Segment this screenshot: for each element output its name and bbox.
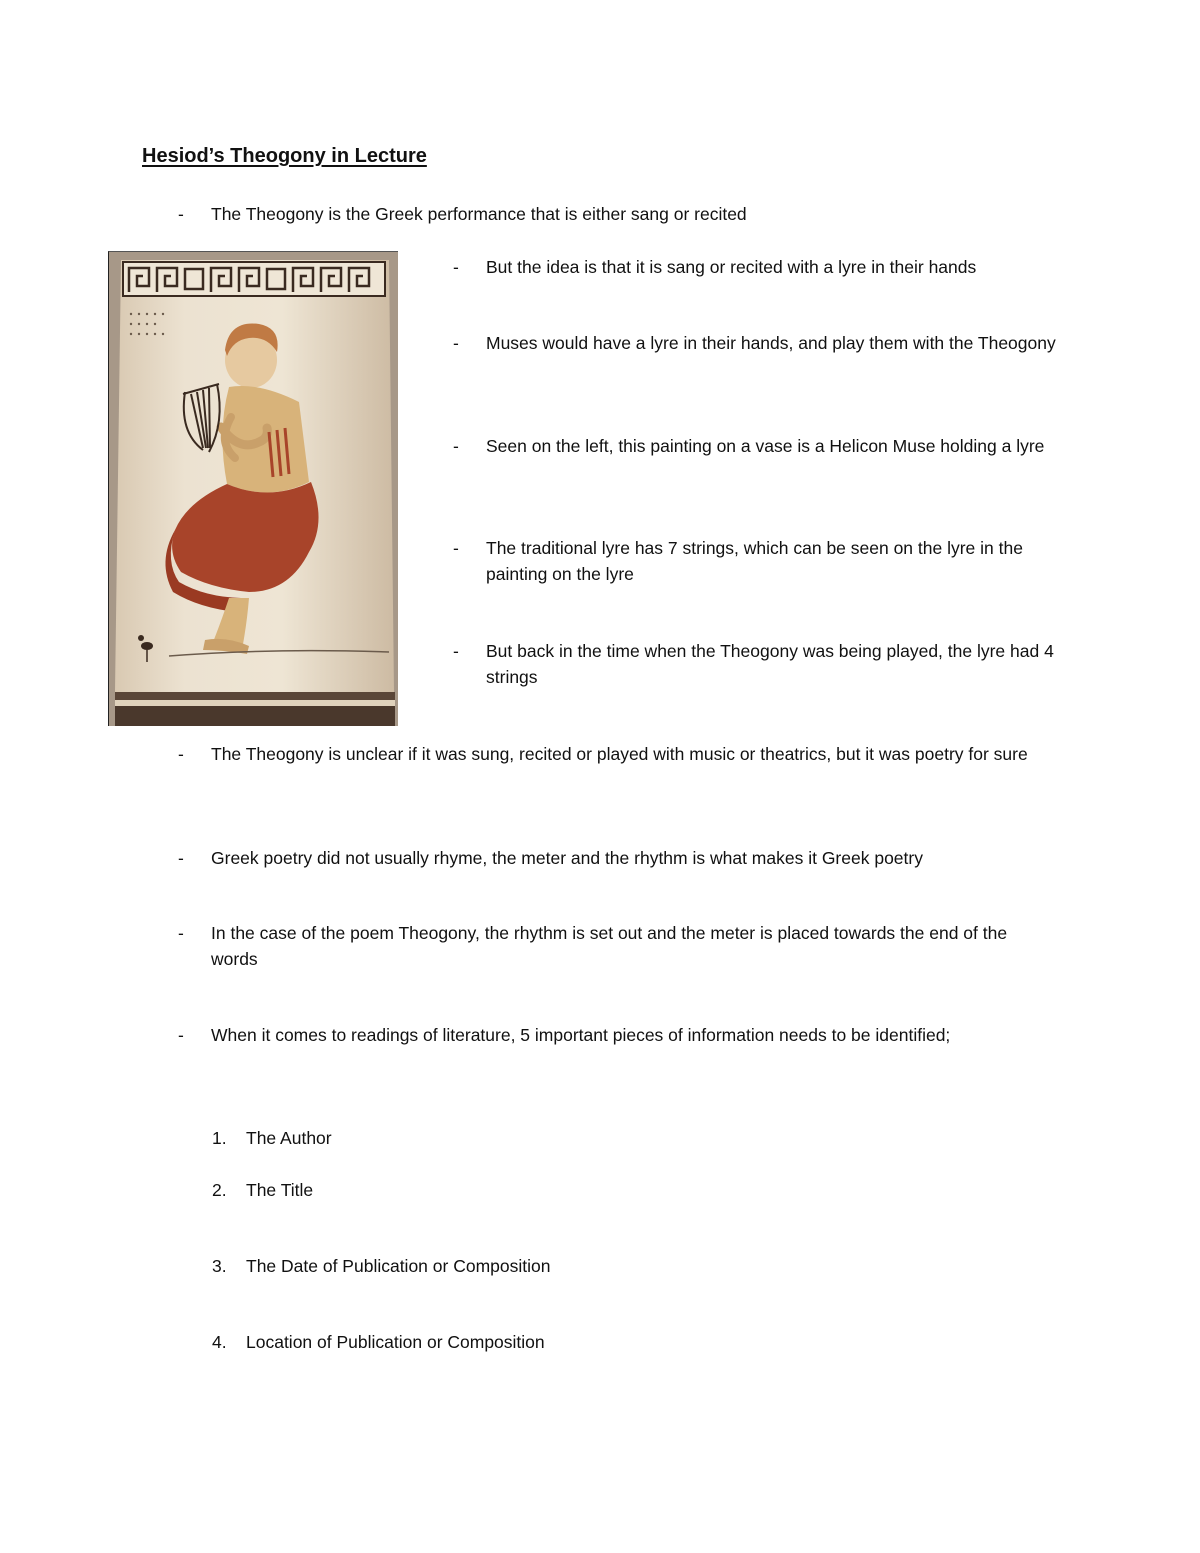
list-text: The Date of Publication or Composition [246, 1256, 551, 1276]
vase-painting-image [108, 251, 398, 726]
bullet-dash: - [178, 923, 184, 943]
bullet-text: The Theogony is unclear if it was sung, recited or played with music or theatrics, but it was poetry for sure [211, 744, 1028, 764]
bullet-item [453, 254, 1071, 280]
bullet-dash: - [178, 1025, 184, 1045]
bullet-text: Seen on the left, this painting on a vase is a Helicon Muse holding a lyre [486, 436, 1045, 456]
bullet-dash: - [178, 744, 184, 764]
list-number: 2. [212, 1180, 227, 1200]
numbered-list-item [212, 1125, 332, 1151]
bullet-item [453, 433, 1071, 459]
bullet-item [178, 1022, 1041, 1048]
bullet-item [453, 638, 1071, 690]
bullet-dash: - [453, 436, 459, 456]
bullet-text: But back in the time when the Theogony was being played, the lyre had 4 strings [486, 641, 1054, 687]
bullet-dash: - [453, 538, 459, 558]
bullet-text: But the idea is that it is sang or recited with a lyre in their hands [486, 257, 977, 277]
bullet-item [453, 535, 1071, 587]
bullet-item [178, 201, 1041, 227]
numbered-list-item [212, 1329, 545, 1355]
bullet-text: When it comes to readings of literature, 5 important pieces of information needs to be identified; [211, 1025, 951, 1045]
bullet-item [178, 845, 1041, 871]
numbered-list-item [212, 1253, 551, 1279]
bullet-item [178, 741, 1041, 767]
bullet-dash: - [178, 204, 184, 224]
list-number: 4. [212, 1332, 227, 1352]
bullet-item [178, 920, 1041, 972]
bullet-dash: - [453, 641, 459, 661]
list-text: The Author [246, 1128, 332, 1148]
bullet-text: The traditional lyre has 7 strings, which can be seen on the lyre in the painting on the lyre [486, 538, 1023, 584]
bullet-text: In the case of the poem Theogony, the rhythm is set out and the meter is placed towards the end of the words [211, 923, 1008, 969]
bullet-dash: - [453, 257, 459, 277]
bullet-dash: - [178, 848, 184, 868]
list-text: The Title [246, 1180, 314, 1200]
bullet-item [453, 330, 1071, 356]
bullet-text: Muses would have a lyre in their hands, and play them with the Theogony [486, 333, 1056, 353]
list-text: Location of Publication or Composition [246, 1332, 545, 1352]
list-number: 3. [212, 1256, 227, 1276]
page-title: Hesiod’s Theogony in Lecture [142, 145, 427, 167]
bullet-dash: - [453, 333, 459, 353]
bullet-text: Greek poetry did not usually rhyme, the meter and the rhythm is what makes it Greek poetry [211, 848, 923, 868]
bullet-text: The Theogony is the Greek performance that is either sang or recited [211, 204, 747, 224]
list-number: 1. [212, 1128, 227, 1148]
numbered-list-item [212, 1177, 314, 1203]
